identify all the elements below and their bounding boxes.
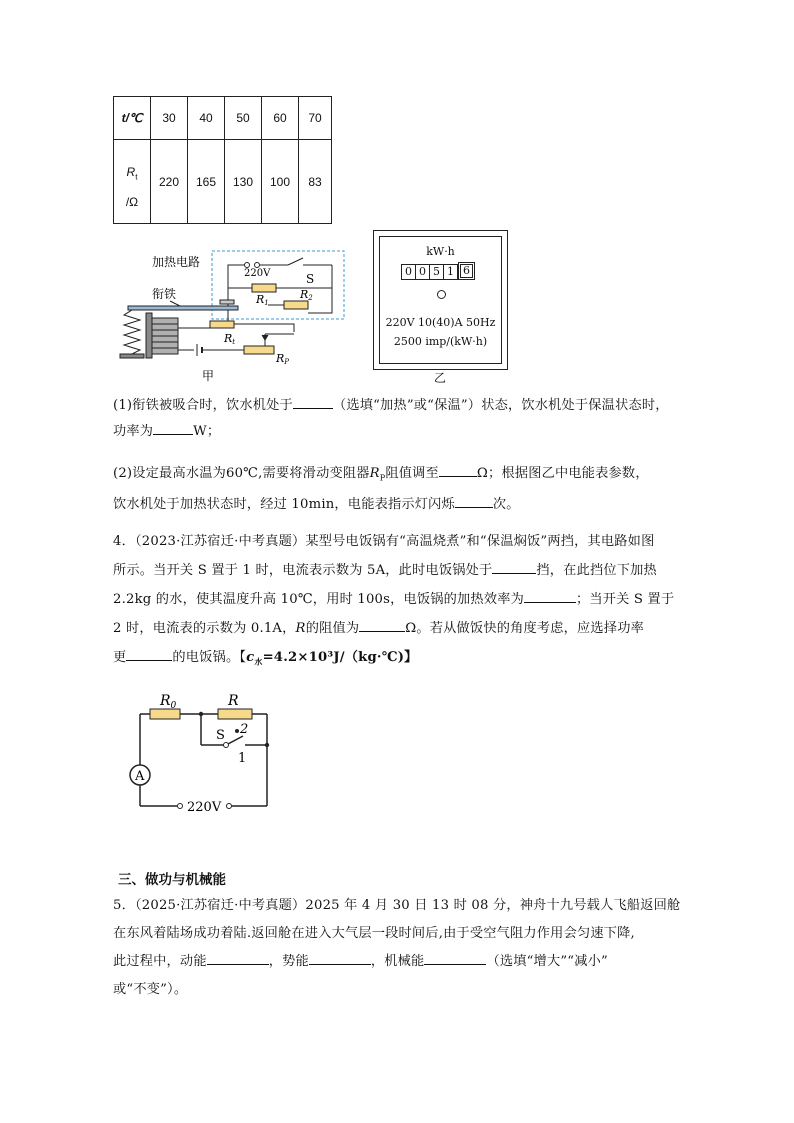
- q5-text-block: [113, 892, 683, 1004]
- q4-text: 4．（2023·江苏宿迁·中考真题）某型号电饭锅有“高温烧煮”和“保温焖饭”两挡，其电路如图: [113, 534, 655, 549]
- relay-circuit-diagram: [110, 240, 360, 385]
- table-cell: 50: [225, 97, 262, 140]
- heating-circuit-label: 加热电路: [152, 255, 201, 269]
- variable: R: [295, 621, 306, 636]
- meter-indicator-light: [437, 290, 446, 299]
- q4-text: 的电饭锅。【: [172, 650, 247, 665]
- answer-blank[interactable]: [492, 559, 536, 574]
- meter-digit-decimal: 6: [460, 264, 473, 278]
- q3-text: 功率为: [113, 424, 154, 439]
- answer-blank[interactable]: [126, 646, 172, 661]
- answer-blank[interactable]: [439, 462, 477, 477]
- rice-cooker-circuit: [135, 688, 290, 823]
- meter-digit: 0: [401, 264, 416, 280]
- subscript: 水: [254, 656, 263, 667]
- meter-spec-impulse: 2500 imp/(kW·h): [393, 335, 488, 348]
- r-label: R: [228, 693, 239, 709]
- q4-text: ；当开关 S 置于: [575, 592, 675, 607]
- answer-blank[interactable]: [424, 950, 486, 965]
- switch-label: S: [216, 728, 225, 743]
- table-cell: 83: [299, 140, 332, 224]
- supply-voltage-label: 220V: [187, 800, 222, 815]
- meter-digit: 5: [430, 264, 444, 280]
- q3-text: (2)设定最高水温为60℃,需要将滑动变阻器: [113, 466, 370, 481]
- q4-text: 2.2kg 的水，使其温度升高 10℃，用时 100s，电饭锅的加热效率为: [113, 592, 524, 607]
- armature-label: 衔铁: [152, 287, 177, 301]
- q3-text: （选填“加热”或“保温”）状态，饮水机处于保温状态时，: [332, 398, 669, 413]
- resistor-r1: [252, 284, 276, 292]
- q5-text: ，势能: [268, 954, 309, 969]
- table-row: [114, 97, 332, 140]
- voltage-label: 220V: [244, 268, 271, 279]
- meter-unit: kW·h: [426, 245, 455, 258]
- q4-text: Ω。若从做饭快的角度考虑，应选择功率: [405, 621, 644, 636]
- q4-text: =4.2×10³J/（kg·℃)】: [262, 650, 418, 665]
- q4-text-block: [113, 527, 683, 677]
- q5-text: 在东风着陆场成功着陆.返回舱在进入大气层一段时间后,由于受空气阻力作用会匀速下降,: [113, 926, 635, 941]
- q4-text: 2 时，电流表的示数为 0.1A，: [113, 621, 296, 636]
- q3-text: 饮水机处于加热状态时，经过 10min，电能表指示灯闪烁: [113, 496, 455, 512]
- answer-blank[interactable]: [524, 588, 576, 603]
- answer-blank[interactable]: [153, 420, 193, 435]
- table-cell: 30: [151, 97, 188, 140]
- rt-symbol: R: [126, 164, 136, 179]
- resistance-temperature-table: [113, 96, 332, 224]
- q3-text: Ω；根据图乙中电能表参数，: [476, 466, 649, 481]
- answer-blank[interactable]: [359, 617, 405, 632]
- r2-label: R2: [300, 288, 313, 302]
- meter-digit: 0: [416, 264, 430, 280]
- q3-text: 阻值调至: [385, 466, 439, 481]
- switch-s: [288, 258, 303, 265]
- meter-digit: 1: [444, 264, 458, 280]
- thermistor-rt: [210, 321, 234, 328]
- r1-label: R1: [256, 293, 269, 307]
- electricity-meter: [373, 230, 508, 370]
- table-cell: 70: [299, 97, 332, 140]
- q5-text: 5．（2025·江苏宿迁·中考真题）2025 年 4 月 30 日 13 时 08 分，神舟十九号载人飞船返回舱: [113, 898, 681, 913]
- rt-unit: /Ω: [125, 195, 139, 210]
- switch-label: S: [306, 272, 315, 286]
- subscript: P: [379, 473, 386, 483]
- q3-part1: [113, 393, 683, 445]
- figure-caption-jia: 甲: [202, 369, 215, 383]
- r0-label: $R_0$: [160, 693, 177, 711]
- answer-blank[interactable]: [309, 950, 371, 965]
- table-cell: 220: [151, 140, 188, 224]
- table-cell: 100: [262, 140, 299, 224]
- section-heading: 三、做功与机械能: [118, 872, 226, 888]
- q5-text: 此过程中，动能: [113, 954, 207, 969]
- q3-text: (1)衔铁被吸合时，饮水机处于: [113, 398, 293, 413]
- q3-text: W；: [193, 424, 221, 439]
- switch-position-2: 2: [240, 722, 249, 737]
- meter-spec-voltage: 220V 10(40)A 50Hz: [385, 316, 496, 329]
- q5-text: 或“不变”）。: [113, 982, 188, 997]
- rp-label: RP: [276, 352, 290, 366]
- q4-text: 更: [113, 650, 127, 665]
- q4-text: 挡，在此挡位下加热: [536, 563, 657, 578]
- q4-text: 所示。当开关 S 置于 1 时，电流表示数为 5A，此时电饭锅处于: [113, 563, 493, 578]
- figure-caption-yi: 乙: [434, 371, 447, 385]
- rheostat-rp: [244, 346, 274, 354]
- variable: c: [246, 650, 255, 665]
- q5-text: ，机械能: [370, 954, 425, 969]
- table-header-temp: t/℃: [114, 97, 151, 140]
- table-cell: 40: [188, 97, 225, 140]
- table-row: [114, 140, 332, 224]
- table-cell: 130: [225, 140, 262, 224]
- rt-label: Rt: [224, 332, 236, 346]
- table-cell: 60: [262, 97, 299, 140]
- table-cell: 165: [188, 140, 225, 224]
- answer-blank[interactable]: [293, 394, 333, 409]
- answer-blank[interactable]: [455, 493, 493, 508]
- q4-text: 的阻值为: [305, 621, 360, 636]
- variable: R: [369, 466, 380, 481]
- meter-digits: [401, 264, 473, 280]
- table-header-resistance: [114, 140, 151, 224]
- resistor-r: [218, 709, 252, 719]
- q3-text: 次。: [492, 496, 520, 512]
- q5-text: （选填“增大”“减小”: [486, 954, 608, 969]
- ammeter-label: A: [135, 769, 145, 784]
- spring: [124, 310, 140, 354]
- armature-bar: [128, 306, 238, 310]
- switch-s: [228, 736, 243, 744]
- switch-position-1: 1: [238, 751, 247, 766]
- resistor-r2: [284, 301, 308, 309]
- q3-part2: [113, 461, 683, 518]
- rt-subscript: t: [135, 172, 138, 182]
- answer-blank[interactable]: [207, 950, 269, 965]
